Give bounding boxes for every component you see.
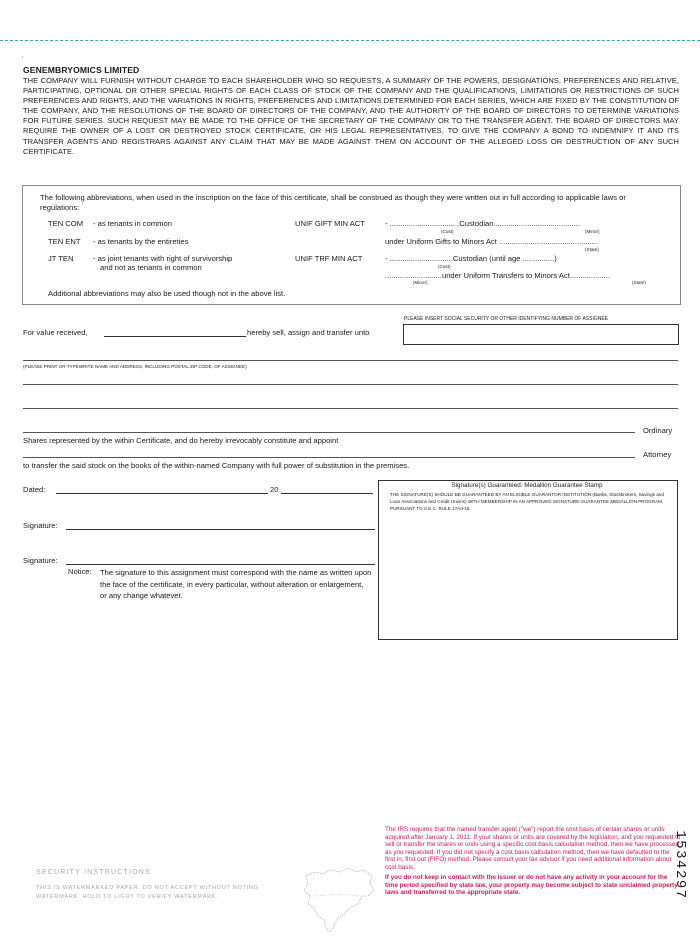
security-line-1: THIS IS WATERMARKED PAPER. DO NOT ACCEPT WITHOUT NOTING [36,885,259,891]
security-line-2: WATERMARK. HOLD TO LIGHT TO VERIFY WATERMARK. [36,894,219,900]
signature-2-line[interactable] [66,564,375,565]
cust-label-2: (Cust) [438,264,451,269]
shares-represented: Shares represented by the within Certificate, and do hereby irrevocably constitute and appoint [23,436,339,445]
unif-trf-label: UNIF TRF MIN ACT [295,254,363,263]
notice-label: Notice: [68,567,92,576]
attorney-line[interactable] [23,457,635,458]
unif-trf-line: - ..............................Custodian (until age ...............) [385,254,557,263]
medallion-text: THE SIGNATURE(S) SHOULD BE GUARANTEED BY AN ELIGIBLE GUARANTOR INSTITUTION (Banks, Stockbrokers, Savings and Loan Associations and Credit Unions) WITH MEMBERSHIP IN AN APPROVED SIGNATURE GUARANTEE MEDALLION PROGRAM, PURSUANT TO S.E.C. RULE 17Ad-15. [390,492,664,511]
signature-2-label: Signature: [23,556,58,565]
company-name: GENEMBRYOMICS LIMITED [23,65,140,75]
ssn-input[interactable] [403,324,679,345]
security-title: SECURITY INSTRUCTIONS [36,869,151,876]
value-line[interactable] [104,336,246,337]
ten-ent-code: TEN ENT [48,237,81,246]
minor-label: (Minor) [585,229,600,234]
signature-1-line[interactable] [66,529,375,530]
date-line[interactable] [56,493,268,494]
year-line[interactable] [281,493,373,494]
attorney-label: Attorney [643,450,672,459]
irs-notice [385,826,681,897]
north-america-map-icon [300,866,382,938]
assignee-line-1[interactable] [23,360,678,361]
state-label: (State) [585,247,599,252]
ssn-label: PLEASE INSERT SOCIAL SECURITY OR OTHER IDENTIFYING NUMBER OF ASSIGNEE [404,316,609,322]
abbreviations-footer: Additional abbreviations may also be used though not in the above list. [48,289,286,298]
company-notice: THE COMPANY WILL FURNISH WITHOUT CHARGE TO EACH SHAREHOLDER WHO SO REQUESTS, A SUMMARY OF THE POWERS, DESIGNATIONS, PREFERENCES AND RELATIVE, PARTICIPATING, OPTIONAL OR OTHER SPECIAL RIGHTS OF EACH CLASS OF STOCK OF THE COMPANY AND THE QUALIFICATIONS, LIMITATIONS OR RESTRICTIONS OF SUCH PREFERENCES AND RIGHTS, AND THE VARIATIONS IN RIGHTS, PREFERENCES AND LIMITATIONS DETERMINED FOR EACH SERIES, WHICH ARE FIXED BY THE CONSTITUTION OF THE COMPANY, AND THE RESOLUTIONS OF THE BOARD OF DIRECTORS OF THE COMPANY, AND THE AUTHORITY OF THE BOARD OF DIRECTORS TO DETERMINE VARIATIONS FOR FUTURE SERIES. SUCH REQUEST MAY BE MADE TO THE OFFICE OF THE SECRETARY OF THE COMPANY OR TO THE TRANSFER AGENT. THE BOARD OF DIRECTORS MAY REQUIRE THE OWNER OF A LOST OR DESTROYED STOCK CERTIFICATE, OR HIS LEGAL REPRESENTATIVES, TO GIVE THE COMPANY A BOND TO INDEMNIFY IT AND ITS TRANSFER AGENTS AND REGISTRARS AGAINST ANY CLAIM THAT MAY BE MADE AGAINST THEM ON ACCOUNT OF THE ALLEGED LOSS OR DESTRUCTION OF ANY SUCH CERTIFICATE. [23,76,679,156]
ten-com-desc: - as tenants in common [93,219,172,228]
print-name-label: (PLEASE PRINT OR TYPEWRITE NAME AND ADDRESS, INCLUDING POSTAL ZIP CODE, OF ASSIGNEE) [23,364,247,369]
abbreviations-intro: The following abbreviations, when used in the inscription on the face of this certificate, shall be construed as though they were written out in full according to applicable laws or regulations: [40,193,626,212]
unif-gift-label: UNIF GIFT MIN ACT [295,219,365,228]
to-transfer: to transfer the said stock on the books of the within-named Company with full power of substitution in the premises. [23,461,410,470]
irs-bold-notice: If you do not keep in contact with the issuer or do not have any activity in your account for the time period specified by state law, your property may become subject to state unclaimed property laws and transferred to the appropriate state. [385,874,678,896]
year-prefix: 20 [270,485,279,494]
for-value-prefix: For value received, [23,328,88,337]
dated-label: Dated: [23,485,46,494]
notice-text: The signature to this assignment must correspond with the name as written upon the face of the certificate, in every particular, without alteration or enlargement, or any change whatever. [100,568,372,600]
serial-number [668,820,692,910]
jt-ten-desc-2: and not as tenants in common [100,263,202,272]
unif-gift-line: - .................................Custodian......................................... [385,219,580,228]
ten-ent-desc: - as tenants by the entireties [93,237,189,246]
unif-trf-under: ...........................under Uniform Transfers to Minors Act................... [385,271,610,280]
unif-gift-under: under Uniform Gifts to Minors Act ............................................... [385,237,599,246]
cust-label: (Cust) [441,229,454,234]
serial-number-text: 1534297 [672,830,688,900]
medallion-title: Signature(s) Guaranteed: Medallion Guarantee Stamp [451,482,603,489]
assignee-line-3[interactable] [23,408,678,409]
ordinary-label: Ordinary [643,426,673,435]
jt-ten-desc-1: - as joint tenants with right of survivorship [93,254,233,263]
corner-mark: ' [22,57,24,63]
minor-label-2: (Minor) [413,280,428,285]
signature-1-label: Signature: [23,521,58,530]
jt-ten-code: JT TEN [48,254,74,263]
assignee-line-2[interactable] [23,384,678,385]
ten-com-code: TEN COM [48,219,84,228]
shares-line[interactable] [23,432,635,433]
state-label-2: (State) [632,280,646,285]
irs-paragraph: The IRS requires that the named transfer agent ("we") report the cost basis of certain shares or units acquired after January 1, 2011. If your shares or units are covered by the legislation, and you requested to sell or transfer the shares or units using a specific cost basis calculation method, then we have processed as you requested. If you did not specify a cost basis calculation method, then we have defaulted to the first in, first out (FIFO) method. Please consult your tax advisor if you need additional information about cost basis. [385,826,681,871]
for-value-suffix: hereby sell, assign and transfer unto [247,328,370,337]
perforation-line [0,40,700,41]
